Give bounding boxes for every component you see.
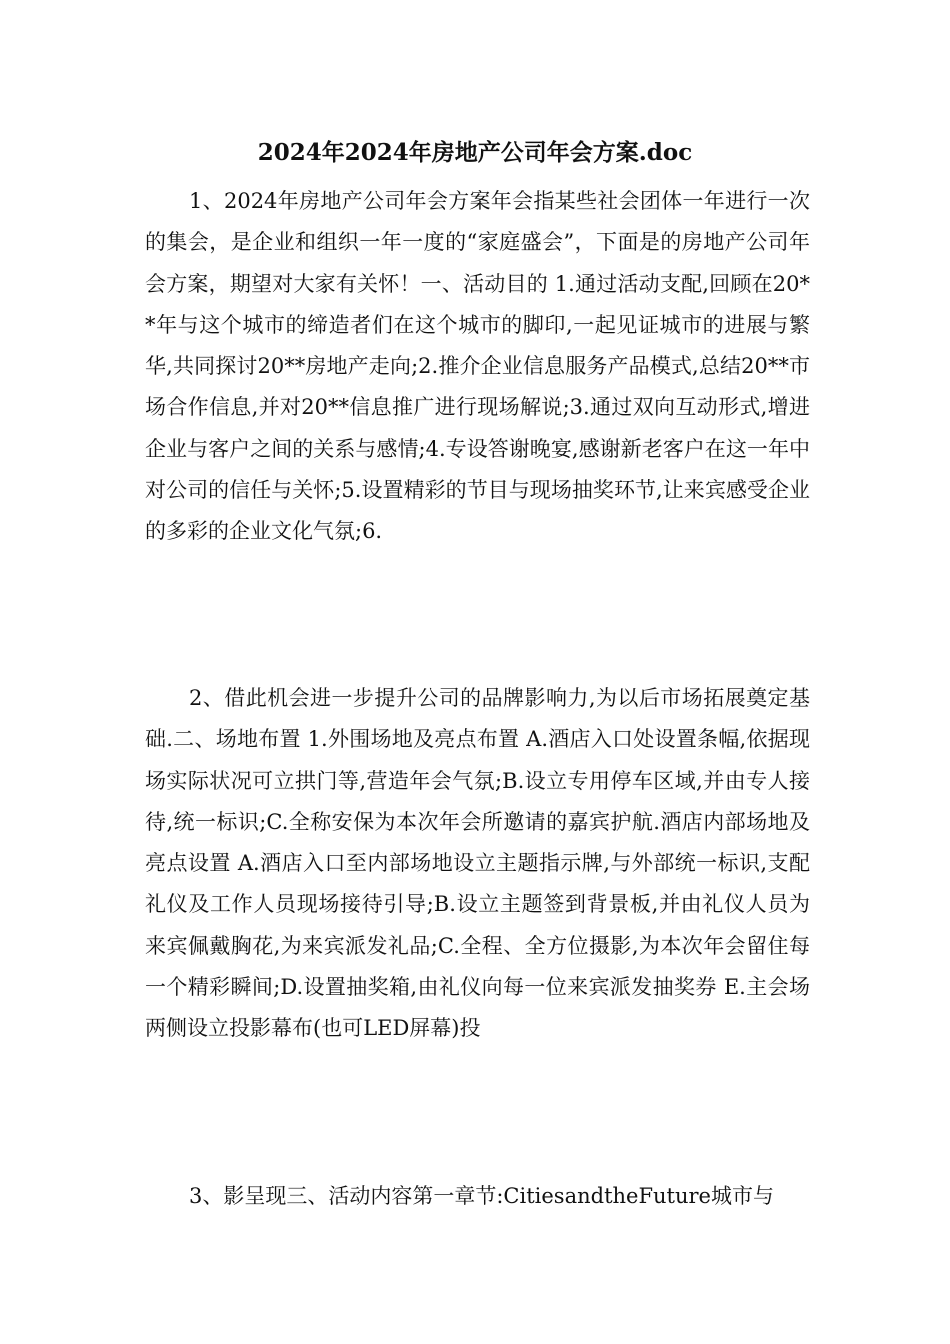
document-title: 2024年2024年房地产公司年会方案.doc [257,139,693,166]
paragraph-3: 3、影呈现三、活动内容第一章节:CitiesandtheFuture城市与 [189,1184,774,1208]
paragraph-2: 2、借此机会进一步提升公司的品牌影响力,为以后市场拓展奠定基础.二、场地布置 1.外围场地及亮点布置 A.酒店入口处设置条幅,依据现场实际状况可立拱门等,营造年会气氛;B.设立专用停车区域,并由专人接待,统一标识;C.全称安保为本次年会所邀请的嘉宾护航.酒店内部场地及亮点设置 A.酒店入口至内部场地设立主题指示牌,与外部统一标识,支配礼仪及工作人员现场接待引导;B.设立主题签到背景板,并由礼仪人员为来宾佩戴胸花,为来宾派发礼品;C.全程、全方位摄影,为本次年会留住每一个精彩瞬间;D.设置抽奖箱,由礼仪向每一位来宾派发抽奖券 E.主会场两侧设立投影幕布(也可LED屏幕)投 [145,686,810,1041]
paragraph-1: 1、2024年房地产公司年会方案年会指某些社会团体一年进行一次的集会，是企业和组织一年一度的“家庭盛会”，下面是的房地产公司年会方案，期望对大家有关怀！一、活动目的 1.通过活动支配,回顾在20**年与这个城市的缔造者们在这个城市的脚印,一起见证城市的进展与繁华,共同探讨20**房地产走向;2.推介企业信息服务产品模式,总结20**市场合作信息,并对20**信息推广进行现场解说;3.通过双向互动形式,增进企业与客户之间的关系与感情;4.专设答谢晚宴,感谢新老客户在这一年中对公司的信任与关怀;5.设置精彩的节目与现场抽奖环节,让来宾感受企业的多彩的企业文化气氛;6. [145,189,810,544]
